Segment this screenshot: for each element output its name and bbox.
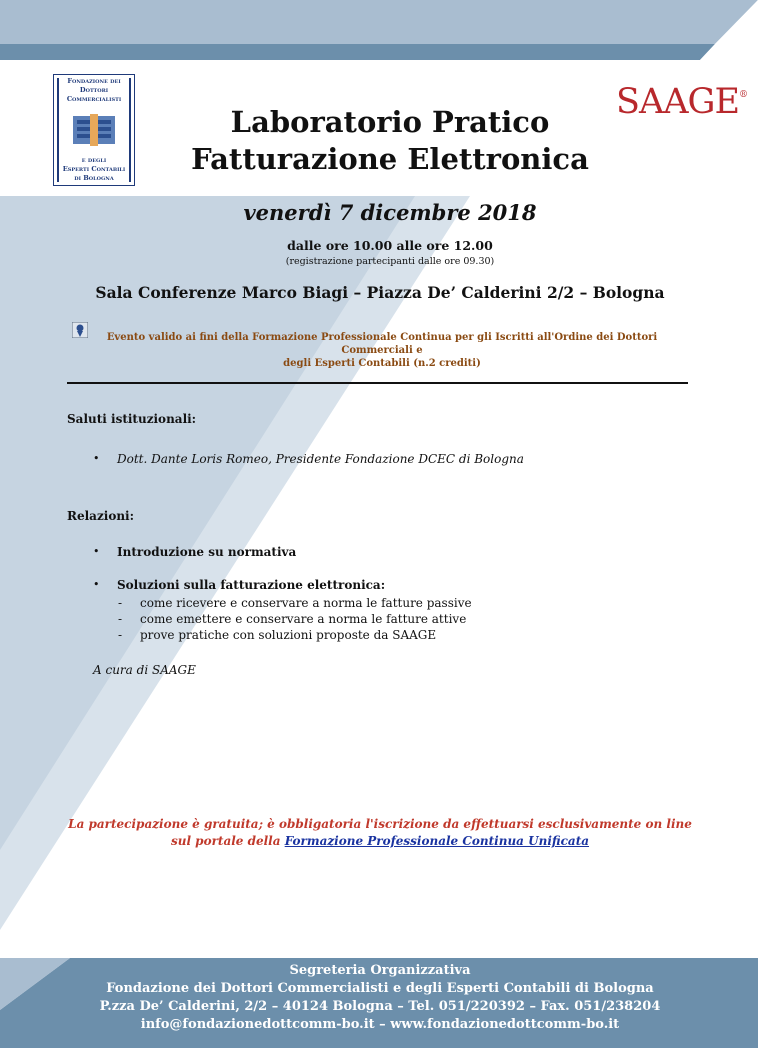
logo-text-bottom-2: Esperti Contabili <box>62 165 126 173</box>
logo-text-bottom-3: di Bologna <box>74 174 114 182</box>
participation-note <box>50 816 710 850</box>
relazioni-heading: Relazioni: <box>67 509 135 523</box>
registered-mark: ® <box>739 90 748 100</box>
registration-note: (registrazione partecipanti dalle ore 09.30) <box>285 256 495 267</box>
credit-notice <box>72 331 692 370</box>
footer-organization: Fondazione dei Dottori Commercialisti e degli Esperti Contabili di Bologna <box>106 981 654 996</box>
footer-contacts: info@fondazionedottcomm-bo.it – www.fondazionedottcomm-bo.it <box>140 1017 620 1032</box>
participation-note-line-1: La partecipazione è gratuita; è obbligatoria l'iscrizione da effettuarsi esclusivamente on line <box>68 817 692 831</box>
credit-notice-line-1: Evento valido ai fini della Formazione Professionale Continua per gli Iscritti all'Ordine dei Dottori Commerciali e <box>106 332 658 356</box>
dash-marker: - <box>118 596 123 610</box>
logo-text-top-1: Fondazione dei <box>67 77 121 85</box>
curated-by: A cura di SAAGE <box>93 663 196 677</box>
logo-text-top-3: Commercialisti <box>66 95 122 103</box>
event-time: dalle ore 10.00 alle ore 12.00 <box>287 238 493 253</box>
sub-item-1: come ricevere e conservare a norma le fatture passive <box>140 596 472 610</box>
title-line-2: Fatturazione Elettronica <box>191 142 589 176</box>
portal-link[interactable]: Formazione Professionale Continua Unificata <box>284 834 590 848</box>
footer-title: Segreteria Organizzativa <box>289 963 471 978</box>
bullet-icon: • <box>93 578 100 591</box>
footer-address: P.zza De’ Calderini, 2/2 – 40124 Bologna – Tel. 051/220392 – Fax. 051/238204 <box>99 999 661 1014</box>
logo-text-top-2: Dottori <box>79 86 109 94</box>
credit-notice-line-2: degli Esperti Contabili (n.2 crediti) <box>283 358 481 369</box>
saage-logo <box>616 82 747 122</box>
foundation-logo <box>53 74 135 186</box>
saluti-speaker: Dott. Dante Loris Romeo, Presidente Fondazione DCEC di Bologna <box>117 452 524 466</box>
saluti-heading: Saluti istituzionali: <box>67 412 197 426</box>
participation-note-prefix: sul portale della <box>170 834 285 848</box>
page-title <box>150 104 630 178</box>
dash-marker: - <box>118 628 123 642</box>
sub-item-2: come emettere e conservare a norma le fatture attive <box>140 612 467 626</box>
bullet-icon: • <box>93 452 100 465</box>
event-venue: Sala Conferenze Marco Biagi – Piazza De’ Calderini 2/2 – Bologna <box>95 283 665 302</box>
sub-item-3: prove pratiche con soluzioni proposte da SAAGE <box>140 628 437 642</box>
bullet-icon: • <box>93 545 100 558</box>
saage-logo-text: SAAGE <box>616 82 740 122</box>
relazioni-item-1: Introduzione su normativa <box>117 545 297 559</box>
title-line-1: Laboratorio Pratico <box>230 105 550 139</box>
event-date: venerdì 7 dicembre 2018 <box>243 200 537 225</box>
section-divider <box>67 382 688 384</box>
relazioni-item-2: Soluzioni sulla fatturazione elettronica: <box>117 578 386 592</box>
participation-note-line-2 <box>50 833 710 850</box>
logo-text-bottom-1: e degli <box>81 156 107 164</box>
dash-marker: - <box>118 612 123 626</box>
